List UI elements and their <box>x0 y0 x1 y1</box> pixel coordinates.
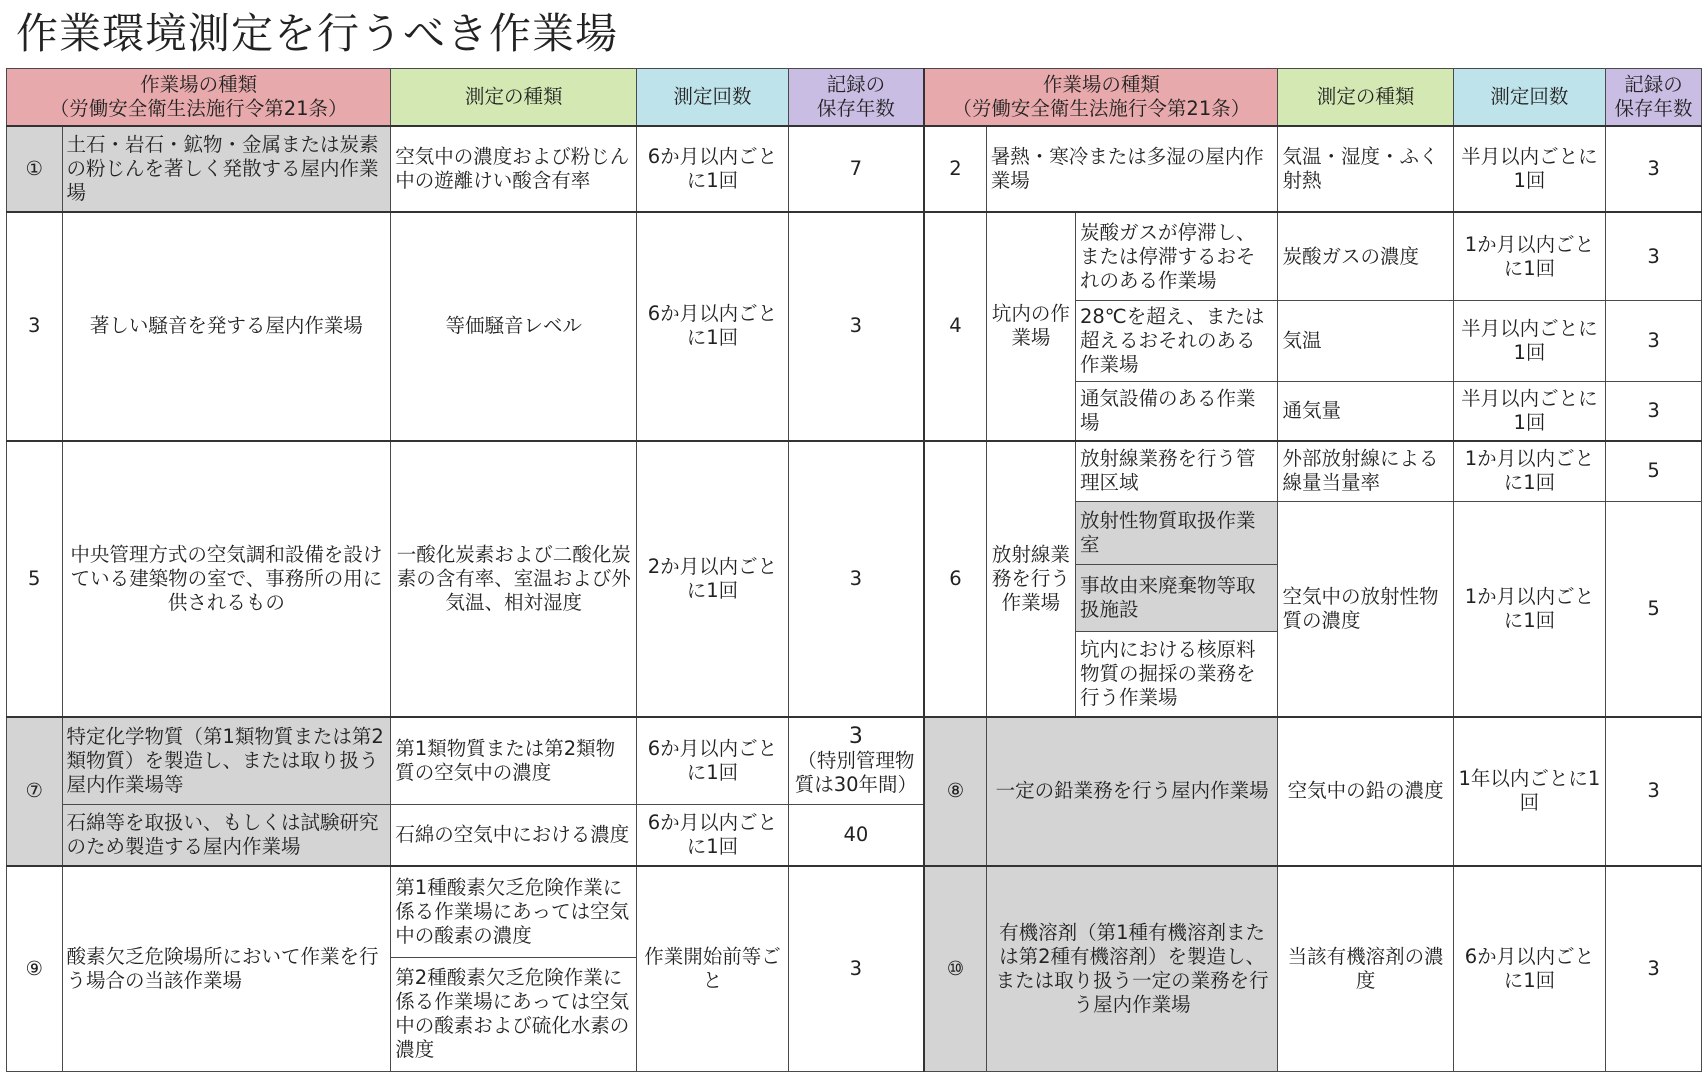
measure-kind-cell: 気温・湿度・ふく射熱 <box>1278 126 1453 213</box>
measure-kind-cell: 一酸化炭素および二酸化炭素の含有率、室温および外気温、相対湿度 <box>391 441 637 717</box>
measure-kind-cell: 炭酸ガスの濃度 <box>1278 212 1453 301</box>
header-measure-count-left: 測定回数 <box>637 69 788 126</box>
header-record-years-left <box>788 69 924 126</box>
measure-count-cell: 半月以内ごとに1回 <box>1453 381 1605 440</box>
record-years-cell: 3 <box>1606 212 1702 301</box>
record-years-cell: 3 <box>1606 301 1702 382</box>
record-years-cell: 3 <box>1606 717 1702 866</box>
record-years-cell: 5 <box>1606 441 1702 502</box>
measure-kind-cell: 石綿の空気中における濃度 <box>391 804 637 865</box>
row-number: 5 <box>7 441 63 717</box>
measure-kind-cell: 気温 <box>1278 301 1453 382</box>
measure-count-cell: 6か月以内ごとに1回 <box>637 804 788 865</box>
measure-kind-cell: 空気中の鉛の濃度 <box>1278 717 1453 866</box>
measure-kind-cell: 第2種酸素欠乏危険作業に係る作業場にあっては空気中の酸素および硫化水素の濃度 <box>391 957 637 1071</box>
workplace-cell: 特定化学物質（第1類物質または第2類物質）を製造し、または取り扱う屋内作業場等 <box>62 717 391 805</box>
record-years-cell: 3 <box>1606 866 1702 1072</box>
row-number: ① <box>7 126 63 213</box>
measure-count-cell: 1年以内ごとに1回 <box>1453 717 1605 866</box>
table-row <box>7 212 1702 301</box>
measure-count-cell: 1か月以内ごとに1回 <box>1453 502 1605 717</box>
record-years-cell: 3 <box>1606 381 1702 440</box>
record-years-cell: 7 <box>788 126 924 213</box>
header-years-line1: 記録の <box>1624 72 1683 96</box>
record-years-cell: 3 <box>788 866 924 1072</box>
header-workplace-type-right <box>924 69 1278 126</box>
table-row <box>7 126 1702 213</box>
header-measure-kind-right: 測定の種類 <box>1278 69 1453 126</box>
row-number: ⑧ <box>924 717 986 866</box>
measure-count-cell: 6か月以内ごとに1回 <box>1453 866 1605 1072</box>
measure-kind-cell: 通気量 <box>1278 381 1453 440</box>
record-years-cell: 3 <box>788 212 924 440</box>
header-workplace-type-left <box>7 69 391 126</box>
measure-count-cell: 6か月以内ごとに1回 <box>637 717 788 805</box>
measure-count-cell: 作業開始前等ごと <box>637 866 788 1072</box>
measure-count-cell: 半月以内ごとに1回 <box>1453 126 1605 213</box>
row-number: 4 <box>924 212 986 440</box>
header-type-line2: （労働安全衛生法施行令第21条） <box>49 96 348 120</box>
workplace-cell: 酸素欠乏危険場所において作業を行う場合の当該作業場 <box>62 866 391 1072</box>
header-type-line2: （労働安全衛生法施行令第21条） <box>952 96 1251 120</box>
record-years-cell <box>788 717 924 805</box>
workplace-cell: 炭酸ガスが停滞し、または停滞するおそれのある作業場 <box>1075 212 1277 301</box>
workplace-group-cell: 坑内の作業場 <box>986 212 1075 440</box>
workplace-cell: 一定の鉛業務を行う屋内作業場 <box>986 717 1278 866</box>
measure-count-cell: 1か月以内ごとに1回 <box>1453 441 1605 502</box>
measure-count-cell: 半月以内ごとに1回 <box>1453 301 1605 382</box>
row-number: ⑦ <box>7 717 63 866</box>
years-note: （特別管理物質は30年間） <box>794 748 918 796</box>
measure-kind-cell: 空気中の濃度および粉じん中の遊離けい酸含有率 <box>391 126 637 213</box>
table-row <box>7 866 1702 958</box>
header-type-line1: 作業場の種類 <box>1042 72 1160 96</box>
measure-kind-cell: 当該有機溶剤の濃度 <box>1278 866 1453 1072</box>
workplace-cell: 中央管理方式の空気調和設備を設けている建築物の室で、事務所の用に供されるもの <box>62 441 391 717</box>
workplace-cell: 通気設備のある作業場 <box>1075 381 1277 440</box>
measure-kind-cell: 空気中の放射性物質の濃度 <box>1278 502 1453 717</box>
workplace-cell: 暑熱・寒冷または多湿の屋内作業場 <box>986 126 1278 213</box>
header-years-line1: 記録の <box>826 72 886 96</box>
workplace-group-cell: 放射線業務を行う作業場 <box>986 441 1075 717</box>
row-number: 6 <box>924 441 986 717</box>
record-years-cell: 3 <box>788 441 924 717</box>
workplace-cell: 著しい騒音を発する屋内作業場 <box>62 212 391 440</box>
row-number: ⑩ <box>924 866 986 1072</box>
workplace-cell: 28℃を超え、または超えるおそれのある作業場 <box>1075 301 1277 382</box>
table-row <box>7 441 1702 502</box>
header-measure-count-right: 測定回数 <box>1453 69 1605 126</box>
workplace-cell: 事故由来廃棄物等取扱施設 <box>1075 565 1277 631</box>
header-type-line1: 作業場の種類 <box>140 72 258 96</box>
workplace-cell: 坑内における核原料物質の掘採の業務を行う作業場 <box>1075 631 1277 717</box>
workplace-cell: 石綿等を取扱い、もしくは試験研究のため製造する屋内作業場 <box>62 804 391 865</box>
workplace-cell: 土石・岩石・鉱物・金属または炭素の粉じんを著しく発散する屋内作業場 <box>62 126 391 213</box>
measure-count-cell: 6か月以内ごとに1回 <box>637 126 788 213</box>
row-number: ⑨ <box>7 866 63 1072</box>
workplace-cell: 放射線業務を行う管理区域 <box>1075 441 1277 502</box>
workplace-cell: 有機溶剤（第1種有機溶剤または第2種有機溶剤）を製造し、または取り扱う一定の業務を行う屋内作業場 <box>986 866 1278 1072</box>
measure-count-cell: 1か月以内ごとに1回 <box>1453 212 1605 301</box>
workplace-cell: 放射性物質取扱作業室 <box>1075 502 1277 565</box>
record-years-cell: 5 <box>1606 502 1702 717</box>
record-years-cell: 3 <box>1606 126 1702 213</box>
measure-kind-cell: 等価騒音レベル <box>391 212 637 440</box>
measure-kind-cell: 第1類物質または第2類物質の空気中の濃度 <box>391 717 637 805</box>
header-years-line2: 保存年数 <box>816 96 895 120</box>
row-number: 2 <box>924 126 986 213</box>
header-row <box>7 69 1702 126</box>
header-record-years-right <box>1606 69 1702 126</box>
header-years-line2: 保存年数 <box>1614 96 1693 120</box>
measure-kind-cell: 第1種酸素欠乏危険作業に係る作業場にあっては空気中の酸素の濃度 <box>391 866 637 958</box>
row-number: 3 <box>7 212 63 440</box>
measure-count-cell: 6か月以内ごとに1回 <box>637 212 788 440</box>
header-measure-kind-left: 測定の種類 <box>391 69 637 126</box>
workplace-table <box>6 68 1702 1072</box>
record-years-cell: 40 <box>788 804 924 865</box>
table-row <box>7 717 1702 805</box>
measure-kind-cell: 外部放射線による線量当量率 <box>1278 441 1453 502</box>
years-value: 3 <box>848 723 863 749</box>
page-title: 作業環境測定を行うべき作業場 <box>16 9 619 58</box>
measure-count-cell: 2か月以内ごとに1回 <box>637 441 788 717</box>
